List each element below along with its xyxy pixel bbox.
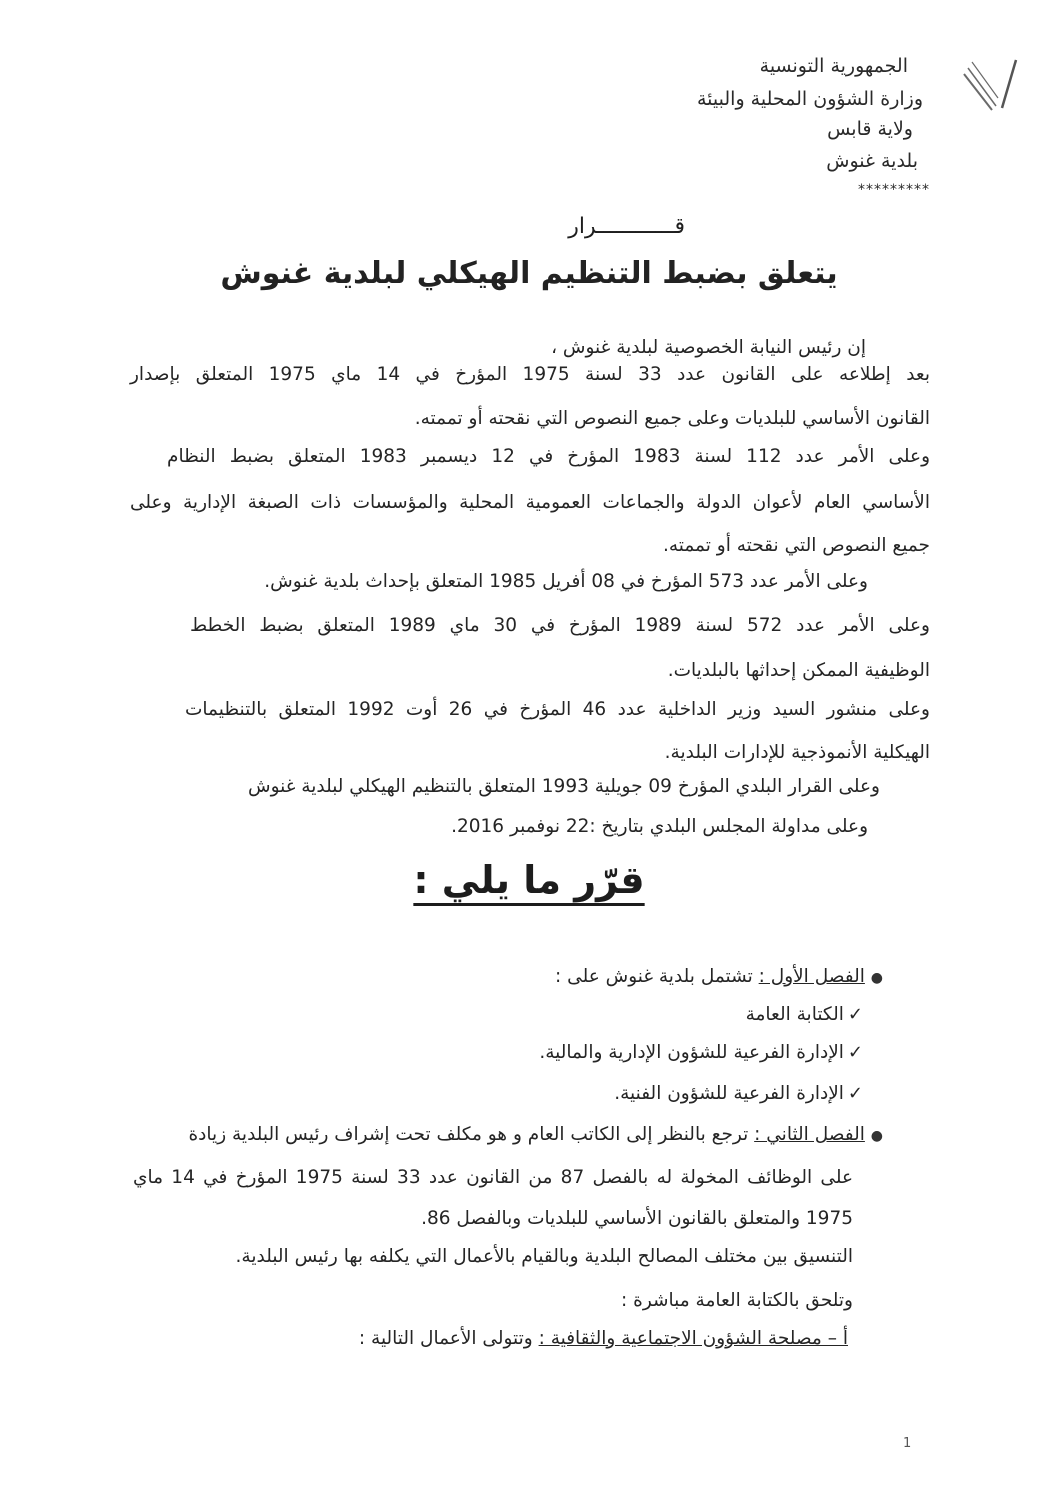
header-republic: الجمهورية التونسية — [759, 55, 908, 77]
article-2-line: وتلحق بالكتابة العامة مباشرة : — [621, 1290, 853, 1311]
decided-text: قرّر ما يلي : — [413, 858, 645, 902]
article-1-item — [614, 1083, 863, 1104]
preamble-line: الأساسي العام لأعوان الدولة والجماعات العمومية المحلية والمؤسسات ذات الصبغة الإدارية وعلى — [130, 492, 930, 513]
article-2 — [153, 1124, 883, 1145]
preamble-line: الهيكلية الأنموذجية للإدارات البلدية. — [664, 742, 930, 763]
article-2-line: 1975 والمتعلق بالقانون الأساسي للبلديات وبالفصل 86. — [421, 1208, 853, 1229]
article-2-text: ترجع بالنظر إلى الكاتب العام و هو مكلف تحت إشراف رئيس البلدية زيادة — [188, 1124, 755, 1145]
subsection-text: وتتولى الأعمال التالية : — [358, 1328, 539, 1349]
preamble-line: وعلى منشور السيد وزير الداخلية عدد 46 المؤرخ في 26 أوت 1992 المتعلق بالتنظيمات — [185, 699, 930, 720]
preamble-line: جميع النصوص التي نقحته أو تممته. — [662, 535, 930, 556]
header-stars: ********* — [858, 182, 930, 198]
article-1 — [555, 966, 883, 987]
header-municipality: بلدية غنوش — [826, 150, 918, 172]
article-1-text: تشتمل بلدية غنوش على : — [555, 966, 759, 987]
header-governorate: ولاية قابس — [827, 118, 913, 140]
document-title: يتعلق بضبط التنظيم الهيكلي لبلدية غنوش — [220, 256, 838, 291]
article-2-heading: الفصل الثاني : — [754, 1124, 865, 1145]
article-2-line: التنسيق بين مختلف المصالح البلدية وبالقيام بالأعمال التي يكلفه بها رئيس البلدية. — [235, 1246, 853, 1267]
article-1-item-label: الإدارة الفرعية للشؤون الفنية. — [614, 1083, 844, 1104]
decided-heading — [0, 858, 1058, 902]
preamble-line: وعلى القرار البلدي المؤرخ 09 جويلية 1993 المتعلق بالتنظيم الهيكلي لبلدية غنوش — [248, 776, 880, 797]
preamble-line: القانون الأساسي للبلديات وعلى جميع النصوص التي نقحته أو تممته. — [414, 408, 930, 429]
article-2-subsection — [359, 1328, 848, 1349]
article-1-item-label: الكتابة العامة — [745, 1004, 844, 1025]
preamble-line: وعلى الأمر عدد 112 لسنة 1983 المؤرخ في 12 ديسمبر 1983 المتعلق بضبط النظام — [167, 446, 931, 467]
article-1-heading: الفصل الأول : — [758, 966, 865, 987]
handwritten-slash-mark-icon — [958, 52, 1028, 122]
article-2-line: على الوظائف المخولة له بالفصل 87 من القانون عدد 33 لسنة 1975 المؤرخ في 14 ماي — [133, 1167, 853, 1188]
page-number: 1 — [903, 1436, 912, 1451]
article-1-item-label: الإدارة الفرعية للشؤون الإدارية والمالية. — [539, 1042, 844, 1063]
article-1-item — [539, 1042, 863, 1063]
preamble-line: وعلى مداولة المجلس البلدي بتاريخ :22 نوفمبر 2016. — [451, 816, 868, 837]
bullet-dot-icon: ● — [870, 970, 883, 986]
checkmark-bullet-icon: ✓ — [847, 1004, 863, 1025]
checkmark-bullet-icon: ✓ — [847, 1083, 863, 1104]
bullet-dot-icon: ● — [870, 1128, 883, 1144]
preamble-line: وعلى الأمر عدد 573 المؤرخ في 08 أفريل 1985 المتعلق بإحداث بلدية غنوش. — [264, 571, 868, 592]
checkmark-bullet-icon: ✓ — [847, 1042, 863, 1063]
article-1-item — [746, 1004, 863, 1025]
preamble-line: بعد إطلاعه على القانون عدد 33 لسنة 1975 المؤرخ في 14 ماي 1975 المتعلق بإصدار — [130, 364, 930, 385]
preamble-line: الوظيفية الممكن إحداثها بالبلديات. — [667, 660, 930, 681]
preamble-line: إن رئيس النيابة الخصوصية لبلدية غنوش ، — [551, 337, 866, 358]
header-ministry: وزارة الشؤون المحلية والبيئة — [697, 88, 923, 110]
decision-word: قــــــــــــرار — [568, 214, 685, 239]
decision-heading — [395, 214, 685, 239]
preamble-line: وعلى الأمر عدد 572 لسنة 1989 المؤرخ في 30 ماي 1989 المتعلق بضبط الخطط — [190, 615, 930, 636]
subsection-heading: أ – مصلحة الشؤون الاجتماعية والثقافية : — [538, 1328, 848, 1349]
